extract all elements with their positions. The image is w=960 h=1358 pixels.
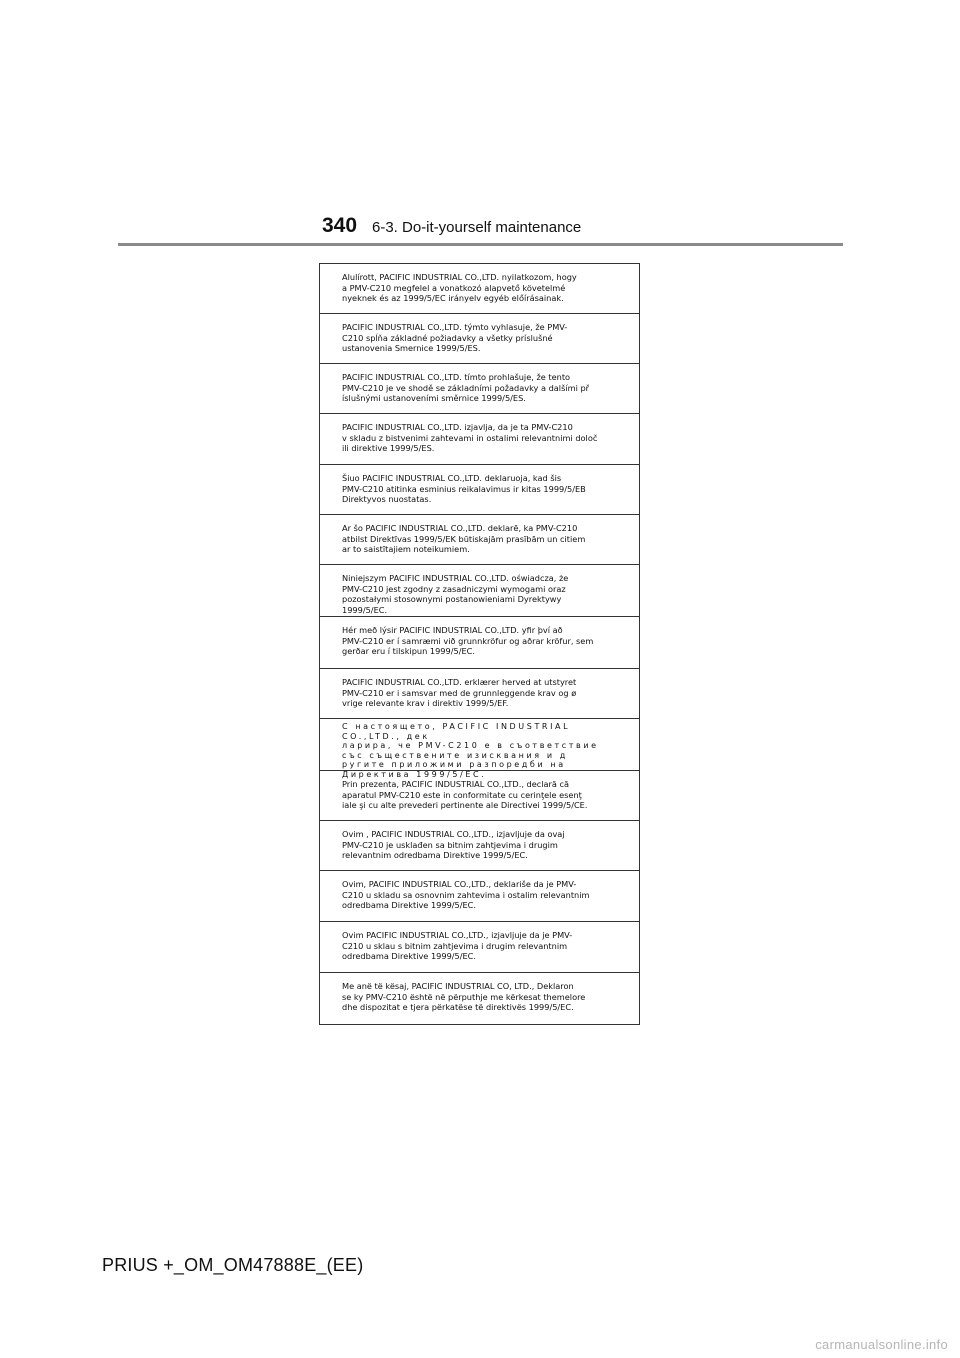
declaration-norwegian bbox=[320, 669, 639, 719]
declaration-text: Ar šo PACIFIC INDUSTRIAL CO.,LTD. deklarē, ka PMV-C210 atbilst Direktīvas 1999/5/EK būtiskajām prasībām un citiem ar to saistītajiem noteikumiem. bbox=[342, 523, 586, 555]
declaration-albanian bbox=[320, 973, 639, 1024]
declaration-polish bbox=[320, 565, 639, 617]
declaration-lithuanian bbox=[320, 465, 639, 515]
page-number: 340 bbox=[322, 214, 358, 237]
declaration-latvian bbox=[320, 515, 639, 565]
declaration-text: Prin prezenta, PACIFIC INDUSTRIAL CO.,LTD., declară că aparatul PMV-C210 este in conformitate cu cerinţele esenţ iale şi cu alte prevederi pertinente ale Directivei 1999/5/CE. bbox=[342, 779, 588, 811]
declaration-text: PACIFIC INDUSTRIAL CO.,LTD. tímto prohlašuje, že tento PMV-C210 je ve shodě se základními požadavky a dalšími př íslušnými ustanoveními směrnice 1999/5/ES. bbox=[342, 372, 590, 404]
declaration-text: Alulírott, PACIFIC INDUSTRIAL CO.,LTD. nyilatkozom, hogy a PMV-C210 megfelel a vonatkozó alapvető követelmé nyeknek és az 1999/5/EC irányelv egyéb előírásainak. bbox=[342, 272, 577, 304]
declaration-icelandic bbox=[320, 617, 639, 669]
declaration-text: Ovim PACIFIC INDUSTRIAL CO.,LTD., izjavljuje da je PMV- C210 u sklau s bitnim zahtjevima i drugim relevantnim odredbama Direktive 1999/5/EC. bbox=[342, 930, 573, 962]
declaration-text: PACIFIC INDUSTRIAL CO.,LTD. izjavlja, da je ta PMV-C210 v skladu z bistvenimi zahtevami in ostalimi relevantnimi določ ili direktive 1999/5/ES. bbox=[342, 422, 598, 454]
declaration-table bbox=[319, 263, 640, 1025]
declaration-text: Niniejszym PACIFIC INDUSTRIAL CO.,LTD. oświadcza, że PMV-C210 jest zgodny z zasadniczymi wymogami oraz pozostałymi stosownymi postanowieniami Dyrektywy 1999/5/EC. bbox=[342, 573, 569, 615]
declaration-hungarian bbox=[320, 264, 639, 314]
declaration-text: Ovim, PACIFIC INDUSTRIAL CO.,LTD., deklariše da je PMV- C210 u skladu sa osnovnim zahtevima i ostalim relevantnim odredbama Direktive 1999/5/EC. bbox=[342, 879, 590, 911]
declaration-text: Ovim , PACIFIC INDUSTRIAL CO.,LTD., izjavljuje da ovaj PMV-C210 je usklađen sa bitnim zahtjevima i drugim relevantnim odredbama Direktive 1999/5/EC. bbox=[342, 829, 565, 861]
declaration-croatian bbox=[320, 922, 639, 973]
declaration-romanian bbox=[320, 771, 639, 821]
declaration-bosnian bbox=[320, 821, 639, 871]
declaration-text: Me anë të kësaj, PACIFIC INDUSTRIAL CO, LTD., Deklaron se ky PMV-C210 është në përputhje me kërkesat themelore dhe dispozitat e tjera përkatëse të direktivës 1999/5/EC. bbox=[342, 981, 586, 1013]
section-title: 6-3. Do-it-yourself maintenance bbox=[372, 219, 582, 236]
declaration-serbian bbox=[320, 871, 639, 922]
header-rule bbox=[118, 243, 843, 246]
watermark: carmanualsonline.info bbox=[815, 1337, 948, 1352]
declaration-slovenian bbox=[320, 414, 639, 465]
declaration-text: PACIFIC INDUSTRIAL CO.,LTD. týmto vyhlasuje, že PMV- C210 spĺňa základné požiadavky a všetky príslušné ustanovenia Smernice 1999/5/ES. bbox=[342, 322, 568, 354]
declaration-text: С настоящето, PACIFIC INDUSTRIAL CO.,LTD., дек ларира, че PMV-C210 е в съответствие със съществените изисквания и д ругите приложими разпоредби на Директива 1999/5/ЕС. bbox=[342, 722, 599, 779]
declaration-text: PACIFIC INDUSTRIAL CO.,LTD. erklærer herved at utstyret PMV-C210 er i samsvar med de grunnleggende krav og ø vrige relevante krav i direktiv 1999/5/EF. bbox=[342, 677, 577, 709]
declaration-bulgarian bbox=[320, 719, 639, 779]
declaration-slovak bbox=[320, 314, 639, 364]
declaration-text: Šiuo PACIFIC INDUSTRIAL CO.,LTD. deklaruoja, kad šis PMV-C210 atitinka esminius reikalavimus ir kitas 1999/5/EB Direktyvos nuostatas. bbox=[342, 473, 586, 505]
declaration-czech bbox=[320, 364, 639, 414]
declaration-text: Hér með lýsir PACIFIC INDUSTRIAL CO.,LTD. yfir því að PMV-C210 er í samræmi við grunnkröfur og aðrar kröfur, sem gerðar eru í tilskipun 1999/5/EC. bbox=[342, 625, 594, 657]
document-code: PRIUS +_OM_OM47888E_(EE) bbox=[102, 1255, 364, 1275]
